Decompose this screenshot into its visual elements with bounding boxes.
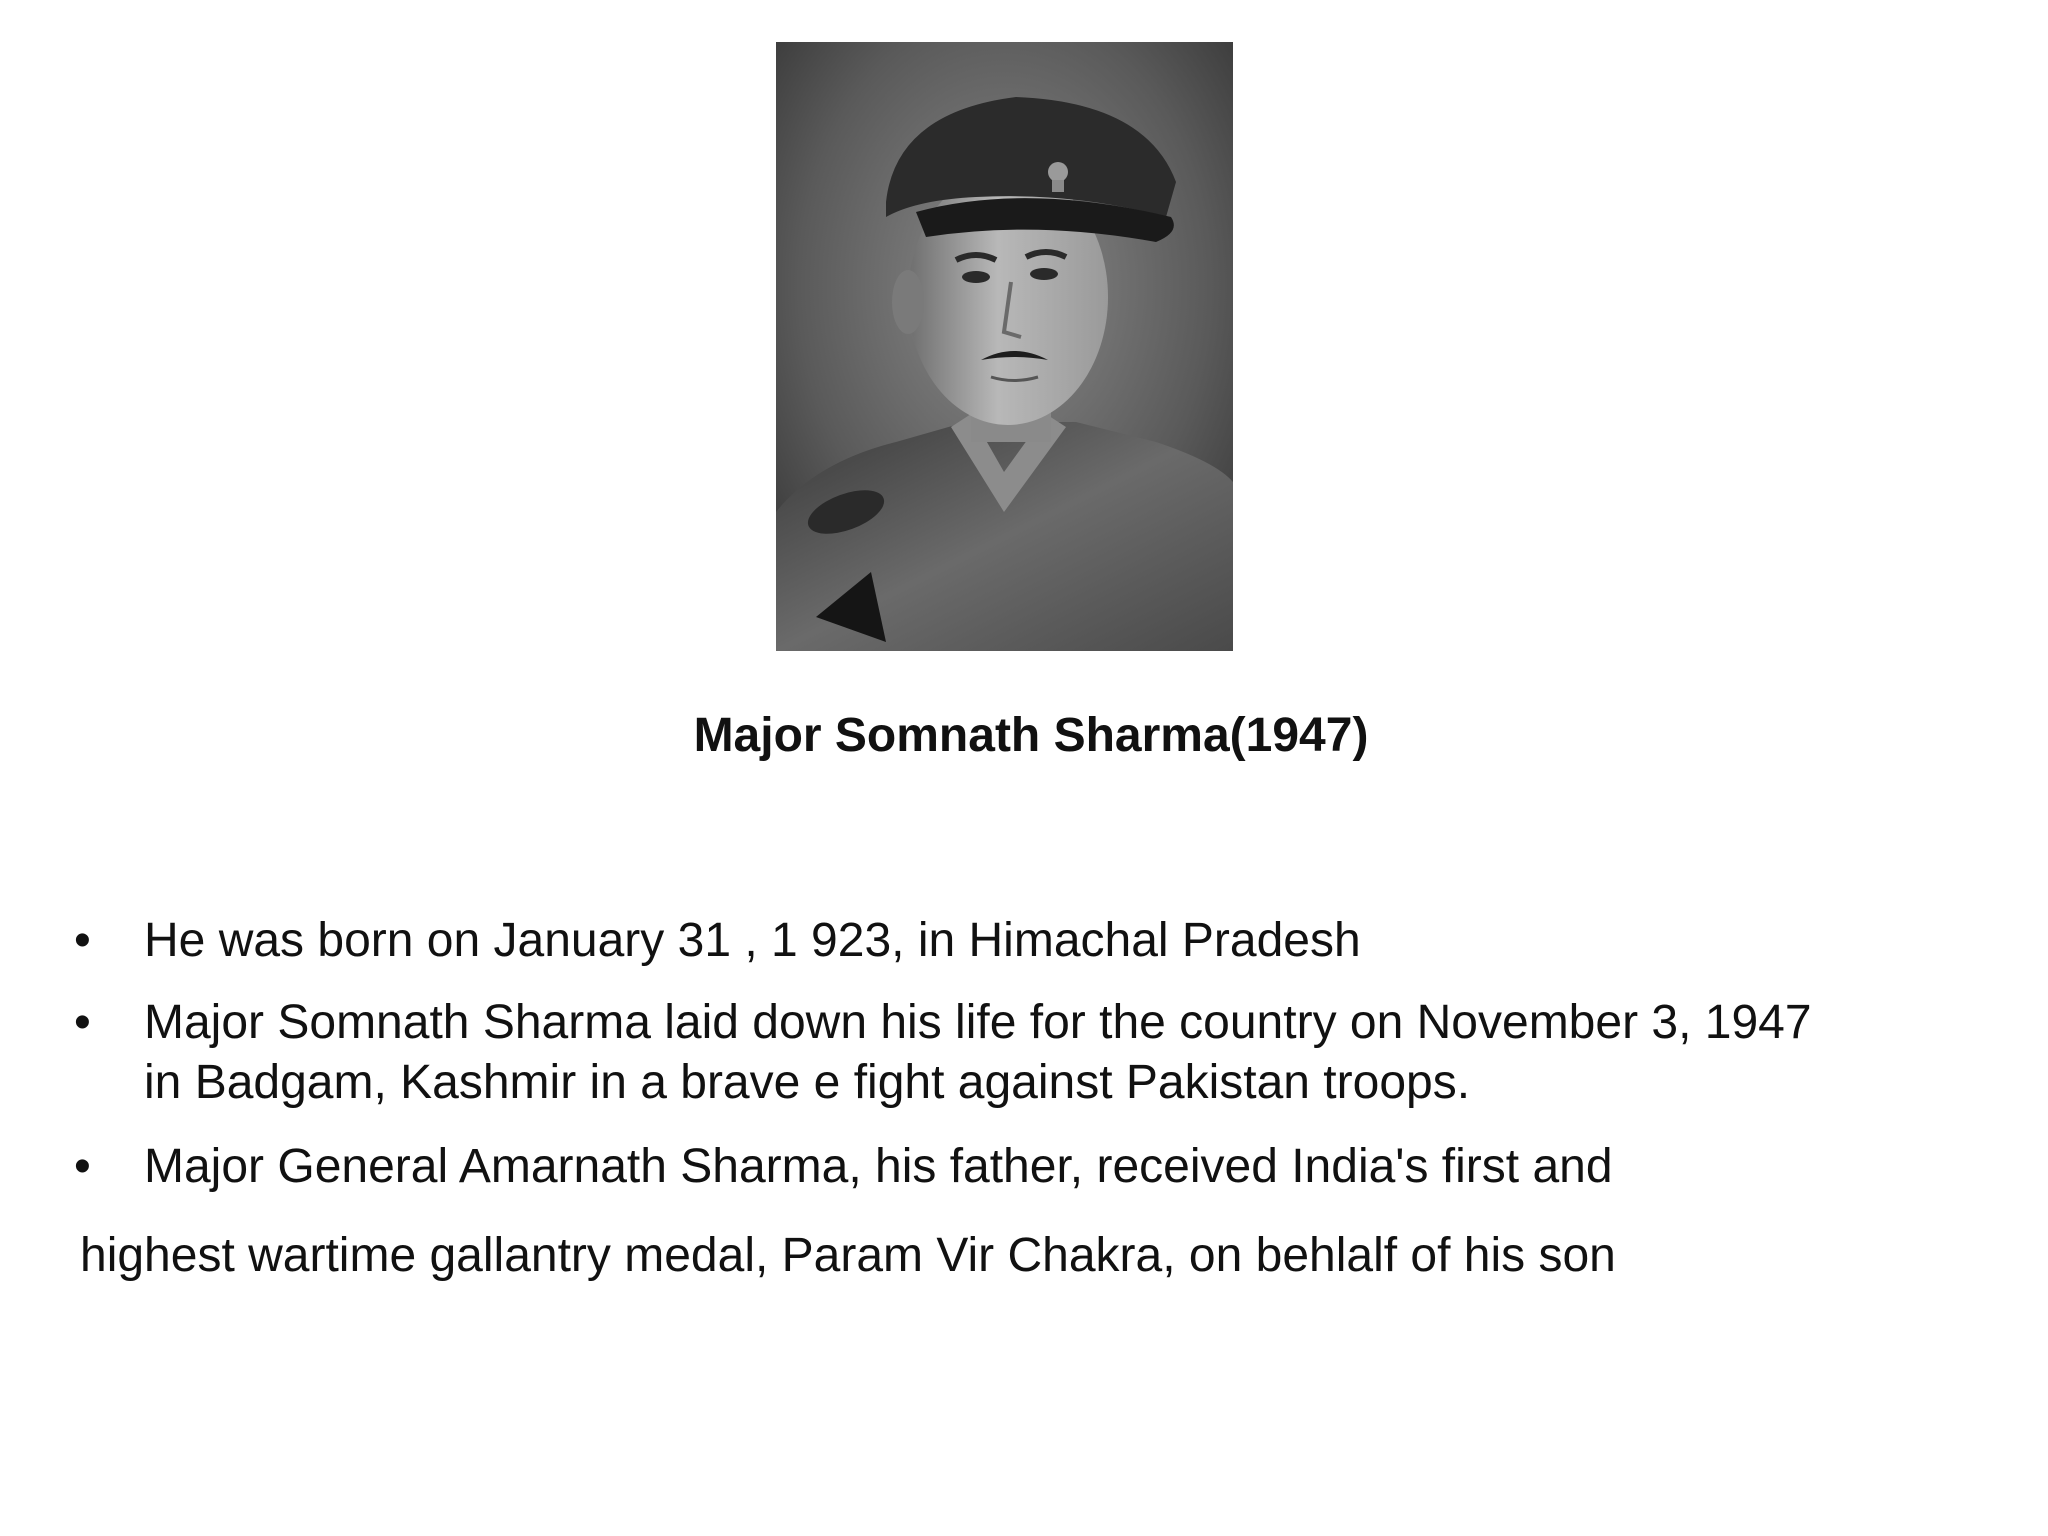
caption-text: Major Somnath Sharma(1947) bbox=[693, 709, 1369, 762]
photo-caption bbox=[0, 706, 2048, 766]
portrait-image bbox=[776, 42, 1233, 651]
paragraph-continuation: highest wartime gallantry medal, Param Vir Chakra, on behlalf of his son bbox=[80, 1229, 1616, 1282]
bullet-item-death bbox=[72, 988, 2012, 1118]
bullet-dot: • bbox=[74, 996, 91, 1049]
bullet-dot: • bbox=[74, 914, 91, 967]
bullet-item-father bbox=[72, 1132, 2012, 1202]
bullet-text-continued: in Badgam, Kashmir in a brave e fight against Pakistan troops. bbox=[144, 1056, 1471, 1109]
bullet-text: Major Somnath Sharma laid down his life for the country on November 3, 1947 bbox=[144, 996, 1812, 1049]
bullet-dot: • bbox=[74, 1140, 91, 1193]
bullet-text: Major General Amarnath Sharma, his father, received India's first and bbox=[144, 1140, 1613, 1193]
bullet-item-birth bbox=[72, 906, 2012, 976]
bullet-text: He was born on January 31 , 1 923, in Himachal Pradesh bbox=[144, 914, 1361, 967]
bullet-list bbox=[72, 906, 2012, 1202]
portrait-photo bbox=[776, 42, 1233, 651]
